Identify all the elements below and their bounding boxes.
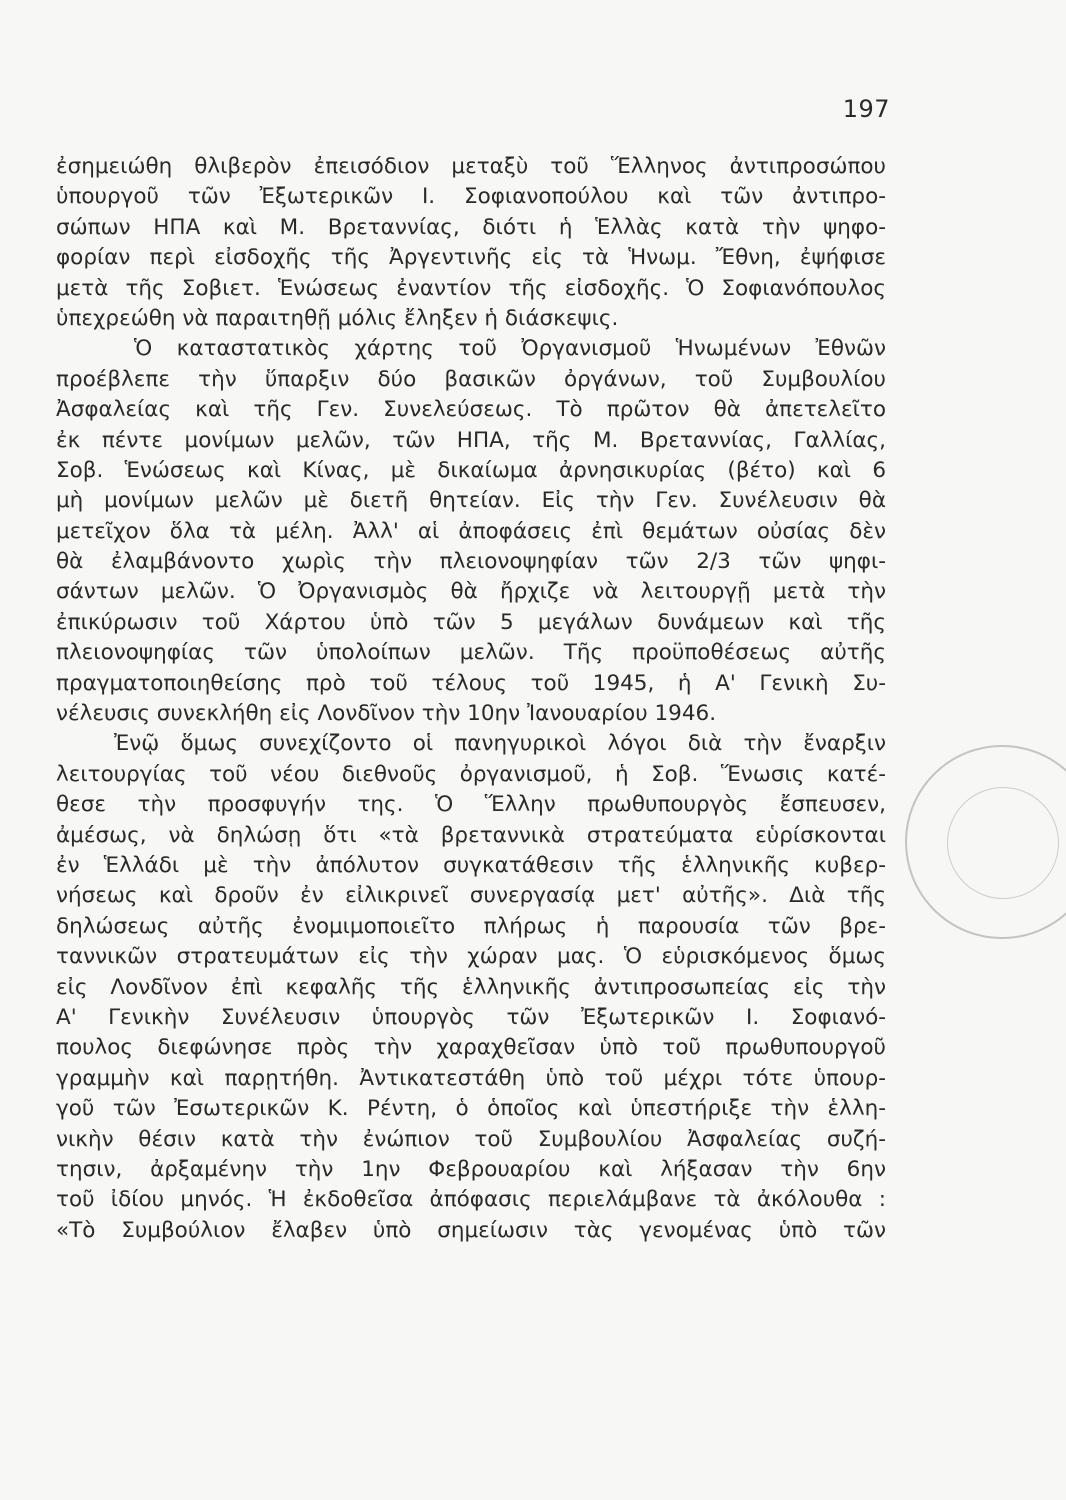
text-line: ὑπουργοῦ τῶν Ἐξωτερικῶν Ι. Σοφιανοπούλου καὶ τῶν ἀντιπρο- bbox=[56, 184, 886, 210]
text-line: ἐκ πέντε μονίμων μελῶν, τῶν ΗΠΑ, τῆς Μ. Βρεταννίας, Γαλλίας, bbox=[56, 427, 886, 453]
text-line: μετεῖχον ὅλα τὰ μέλη. Ἀλλ' αἱ ἀποφάσεις ἐπὶ θεμάτων οὐσίας δὲν bbox=[56, 518, 886, 544]
text-line: νέλευσις συνεκλήθη εἰς Λονδῖνον τὴν 10ην Ἰανουαρίου 1946. bbox=[56, 701, 717, 727]
text-line: πλειονοψηφίας τῶν ὑπολοίπων μελῶν. Τῆς προϋποθέσεως αὐτῆς bbox=[56, 640, 886, 666]
text-line: δηλώσεως αὐτῆς ἐνομιμοποιεῖτο πλήρως ἡ παρουσία τῶν βρε- bbox=[56, 913, 886, 939]
body-text bbox=[56, 152, 886, 1246]
text-line: θεσε τὴν προσφυγήν της. Ὁ Ἕλλην πρωθυπουργὸς ἔσπευσεν, bbox=[56, 792, 886, 818]
text-line: ὑπεχρεώθη νὰ παραιτηθῇ μόλις ἔληξεν ἡ διάσκεψις. bbox=[56, 305, 619, 331]
text-line: ἀμέσως, νὰ δηλώσῃ ὅτι «τὰ βρεταννικὰ στρατεύματα εὑρίσκονται bbox=[56, 822, 886, 848]
text-line: πραγματοποιηθείσης πρὸ τοῦ τέλους τοῦ 1945, ἡ Α' Γενικὴ Συ- bbox=[56, 670, 886, 696]
text-line: σώπων ΗΠΑ καὶ Μ. Βρεταννίας, διότι ἡ Ἑλλὰς κατὰ τὴν ψηφο- bbox=[56, 214, 886, 240]
text-line: μετὰ τῆς Σοβιετ. Ἑνώσεως ἐναντίον τῆς εἰσδοχῆς. Ὁ Σοφιανόπουλος bbox=[56, 275, 886, 301]
library-stamp bbox=[905, 745, 1066, 939]
text-line: Σοβ. Ἑνώσεως καὶ Κίνας, μὲ δικαίωμα ἀρνησικυρίας (βέτο) καὶ 6 bbox=[56, 457, 886, 483]
text-line: λειτουργίας τοῦ νέου διεθνοῦς ὀργανισμοῦ, ἡ Σοβ. Ἕνωσις κατέ- bbox=[56, 761, 886, 787]
text-line: εἰς Λονδῖνον ἐπὶ κεφαλῆς τῆς ἑλληνικῆς ἀντιπροσωπείας εἰς τὴν bbox=[56, 974, 886, 1000]
text-line: «Τὸ Συμβούλιον ἔλαβεν ὑπὸ σημείωσιν τὰς γενομένας ὑπὸ τῶν bbox=[56, 1217, 886, 1243]
text-line: θὰ ἐλαμβάνοντο χωρὶς τὴν πλειονοψηφίαν τῶν 2/3 τῶν ψηφι- bbox=[56, 549, 886, 575]
text-line: νήσεως καὶ δροῦν ἐν εἰλικρινεῖ συνεργασίᾳ μετ' αὐτῆς». Διὰ τῆς bbox=[56, 883, 886, 909]
text-line: Α' Γενικὴν Συνέλευσιν ὑπουργὸς τῶν Ἐξωτερικῶν Ι. Σοφιανό- bbox=[56, 1004, 886, 1030]
text-line: μὴ μονίμων μελῶν μὲ διετῆ θητείαν. Εἰς τὴν Γεν. Συνέλευσιν θὰ bbox=[56, 488, 886, 514]
text-line: τησιν, ἀρξαμένην τὴν 1ην Φεβρουαρίου καὶ λήξασαν τὴν 6ην bbox=[56, 1156, 886, 1182]
text-line: φορίαν περὶ εἰσδοχῆς τῆς Ἀργεντινῆς εἰς τὰ Ἡνωμ. Ἔθνη, ἐψήφισε bbox=[56, 245, 886, 271]
text-line: ἐν Ἑλλάδι μὲ τὴν ἀπόλυτον συγκατάθεσιν τῆς ἑλληνικῆς κυβερ- bbox=[56, 852, 886, 878]
text-line: σάντων μελῶν. Ὁ Ὀργανισμὸς θὰ ἤρχιζε νὰ λειτουργῇ μετὰ τὴν bbox=[56, 579, 886, 605]
text-line: Ἀσφαλείας καὶ τῆς Γεν. Συνελεύσεως. Τὸ πρῶτον θὰ ἀπετελεῖτο bbox=[56, 397, 886, 423]
text-line: γοῦ τῶν Ἐσωτερικῶν Κ. Ρέντη, ὁ ὁποῖος καὶ ὑπεστήριξε τὴν ἑλλη- bbox=[56, 1096, 886, 1122]
text-line: ἐσημειώθη θλιβερὸν ἐπεισόδιον μεταξὺ τοῦ Ἕλληνος ἀντιπροσώπου bbox=[56, 154, 886, 179]
text-line: Ἐνῷ ὅμως συνεχίζοντο οἱ πανηγυρικοὶ λόγοι διὰ τὴν ἔναρξιν bbox=[114, 731, 886, 757]
text-line: νικὴν θέσιν κατὰ τὴν ἐνώπιον τοῦ Συμβουλίου Ἀσφαλείας συζή- bbox=[56, 1126, 886, 1152]
text-line: τοῦ ἰδίου μηνός. Ἡ ἐκδοθεῖσα ἀπόφασις περιελάμβανε τὰ ἀκόλουθα : bbox=[56, 1187, 886, 1213]
stamp-inner-ring bbox=[947, 787, 1059, 899]
text-line: γραμμὴν καὶ παρῃτήθη. Ἀντικατεστάθη ὑπὸ τοῦ μέχρι τότε ὑπουρ- bbox=[56, 1065, 886, 1091]
text-line: ἐπικύρωσιν τοῦ Χάρτου ὑπὸ τῶν 5 μεγάλων δυνάμεων καὶ τῆς bbox=[56, 609, 886, 635]
text-line: πουλος διεφώνησε πρὸς τὴν χαραχθεῖσαν ὑπὸ τοῦ πρωθυπουργοῦ bbox=[56, 1035, 886, 1061]
text-line: ταννικῶν στρατευμάτων εἰς τὴν χώραν μας. Ὁ εὑρισκόμενος ὅμως bbox=[56, 944, 886, 970]
text-line: Ὁ καταστατικὸς χάρτης τοῦ Ὀργανισμοῦ Ἡνωμένων Ἐθνῶν bbox=[134, 336, 886, 362]
page-number: 197 bbox=[842, 95, 890, 123]
text-line: προέβλεπε τὴν ὕπαρξιν δύο βασικῶν ὀργάνων, τοῦ Συμβουλίου bbox=[56, 366, 886, 392]
